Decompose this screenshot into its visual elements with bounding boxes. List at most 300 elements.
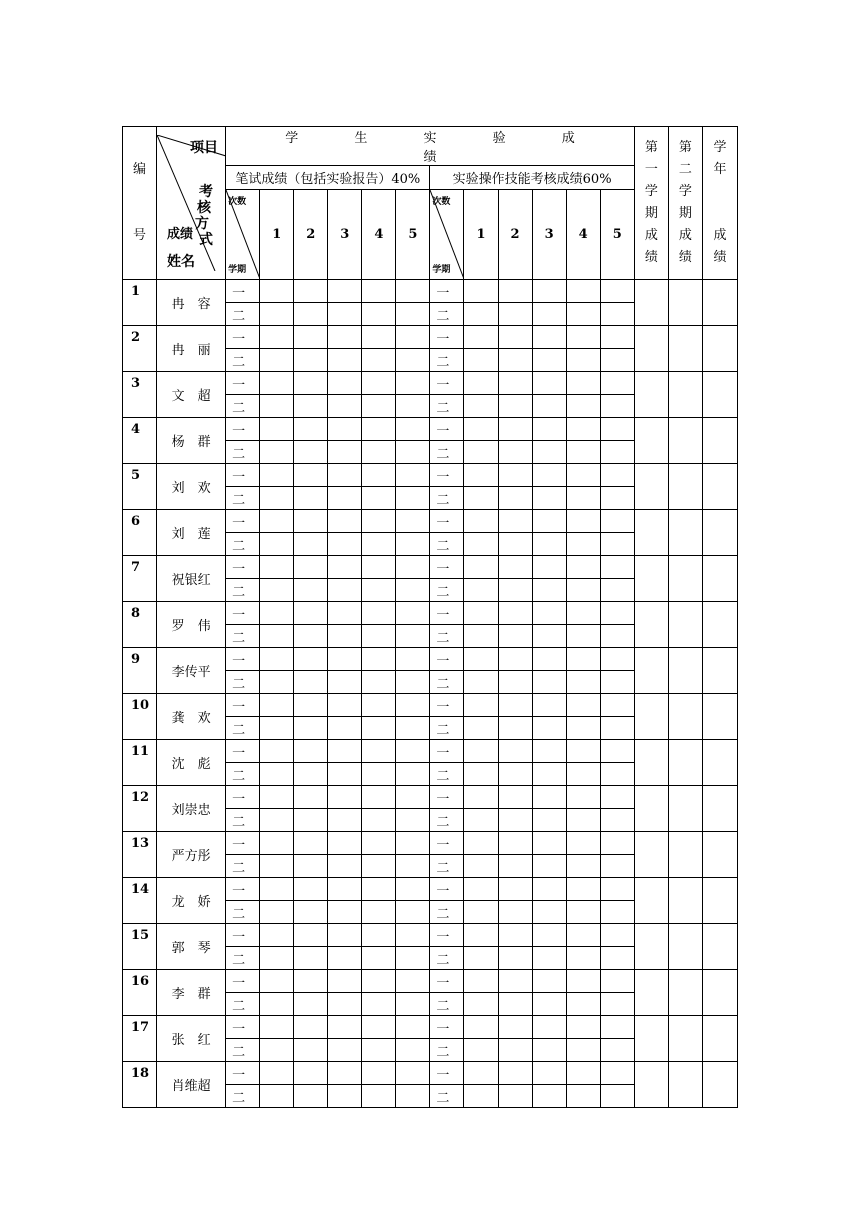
score-cell[interactable] (600, 1062, 634, 1085)
year-total-cell[interactable] (702, 418, 737, 464)
score-cell[interactable] (396, 878, 430, 901)
score-cell[interactable] (362, 671, 396, 694)
score-cell[interactable] (328, 533, 362, 556)
score-cell[interactable] (362, 763, 396, 786)
score-cell[interactable] (362, 326, 396, 349)
score-cell[interactable] (396, 487, 430, 510)
score-cell[interactable] (464, 740, 498, 763)
score-cell[interactable] (600, 510, 634, 533)
score-cell[interactable] (566, 303, 600, 326)
sem2-total-cell[interactable] (668, 832, 702, 878)
score-cell[interactable] (294, 441, 328, 464)
score-cell[interactable] (396, 855, 430, 878)
score-cell[interactable] (362, 510, 396, 533)
score-cell[interactable] (464, 326, 498, 349)
sem2-total-cell[interactable] (668, 648, 702, 694)
score-cell[interactable] (600, 947, 634, 970)
score-cell[interactable] (600, 694, 634, 717)
score-cell[interactable] (532, 625, 566, 648)
sem1-total-cell[interactable] (634, 1062, 668, 1108)
score-cell[interactable] (260, 487, 294, 510)
score-cell[interactable] (464, 464, 498, 487)
score-cell[interactable] (294, 1062, 328, 1085)
sem2-total-cell[interactable] (668, 1016, 702, 1062)
score-cell[interactable] (396, 832, 430, 855)
score-cell[interactable] (600, 1085, 634, 1108)
score-cell[interactable] (464, 993, 498, 1016)
score-cell[interactable] (600, 763, 634, 786)
score-cell[interactable] (498, 855, 532, 878)
score-cell[interactable] (532, 648, 566, 671)
score-cell[interactable] (396, 326, 430, 349)
score-cell[interactable] (260, 855, 294, 878)
score-cell[interactable] (362, 694, 396, 717)
score-cell[interactable] (498, 1062, 532, 1085)
year-total-cell[interactable] (702, 878, 737, 924)
sem2-total-cell[interactable] (668, 372, 702, 418)
score-cell[interactable] (600, 533, 634, 556)
score-cell[interactable] (362, 441, 396, 464)
score-cell[interactable] (566, 740, 600, 763)
score-cell[interactable] (294, 625, 328, 648)
year-total-cell[interactable] (702, 648, 737, 694)
score-cell[interactable] (328, 464, 362, 487)
score-cell[interactable] (464, 556, 498, 579)
score-cell[interactable] (464, 372, 498, 395)
score-cell[interactable] (566, 349, 600, 372)
score-cell[interactable] (362, 855, 396, 878)
score-cell[interactable] (396, 1016, 430, 1039)
score-cell[interactable] (362, 993, 396, 1016)
score-cell[interactable] (532, 809, 566, 832)
score-cell[interactable] (532, 579, 566, 602)
sem1-total-cell[interactable] (634, 1016, 668, 1062)
score-cell[interactable] (566, 556, 600, 579)
sem1-total-cell[interactable] (634, 326, 668, 372)
score-cell[interactable] (362, 464, 396, 487)
sem1-total-cell[interactable] (634, 924, 668, 970)
score-cell[interactable] (464, 625, 498, 648)
score-cell[interactable] (532, 878, 566, 901)
sem2-total-cell[interactable] (668, 924, 702, 970)
score-cell[interactable] (498, 832, 532, 855)
score-cell[interactable] (464, 579, 498, 602)
score-cell[interactable] (532, 947, 566, 970)
score-cell[interactable] (328, 1062, 362, 1085)
score-cell[interactable] (600, 1016, 634, 1039)
year-total-cell[interactable] (702, 510, 737, 556)
sem2-total-cell[interactable] (668, 280, 702, 326)
score-cell[interactable] (362, 280, 396, 303)
score-cell[interactable] (532, 740, 566, 763)
score-cell[interactable] (566, 602, 600, 625)
score-cell[interactable] (328, 510, 362, 533)
score-cell[interactable] (396, 970, 430, 993)
score-cell[interactable] (464, 1085, 498, 1108)
score-cell[interactable] (532, 372, 566, 395)
score-cell[interactable] (532, 1085, 566, 1108)
year-total-cell[interactable] (702, 280, 737, 326)
score-cell[interactable] (328, 1085, 362, 1108)
sem2-total-cell[interactable] (668, 1062, 702, 1108)
sem1-total-cell[interactable] (634, 648, 668, 694)
score-cell[interactable] (600, 924, 634, 947)
score-cell[interactable] (396, 809, 430, 832)
score-cell[interactable] (362, 579, 396, 602)
score-cell[interactable] (294, 970, 328, 993)
score-cell[interactable] (260, 280, 294, 303)
score-cell[interactable] (600, 487, 634, 510)
score-cell[interactable] (464, 878, 498, 901)
score-cell[interactable] (498, 924, 532, 947)
sem2-total-cell[interactable] (668, 326, 702, 372)
score-cell[interactable] (294, 1016, 328, 1039)
sem2-total-cell[interactable] (668, 464, 702, 510)
score-cell[interactable] (328, 280, 362, 303)
score-cell[interactable] (362, 740, 396, 763)
score-cell[interactable] (498, 602, 532, 625)
score-cell[interactable] (260, 1016, 294, 1039)
year-total-cell[interactable] (702, 694, 737, 740)
score-cell[interactable] (328, 947, 362, 970)
score-cell[interactable] (396, 947, 430, 970)
score-cell[interactable] (396, 717, 430, 740)
score-cell[interactable] (498, 487, 532, 510)
score-cell[interactable] (260, 901, 294, 924)
score-cell[interactable] (294, 924, 328, 947)
score-cell[interactable] (260, 1062, 294, 1085)
score-cell[interactable] (328, 1039, 362, 1062)
score-cell[interactable] (600, 602, 634, 625)
score-cell[interactable] (464, 717, 498, 740)
score-cell[interactable] (294, 786, 328, 809)
sem1-total-cell[interactable] (634, 280, 668, 326)
score-cell[interactable] (464, 303, 498, 326)
score-cell[interactable] (498, 763, 532, 786)
score-cell[interactable] (532, 924, 566, 947)
score-cell[interactable] (396, 740, 430, 763)
score-cell[interactable] (328, 763, 362, 786)
score-cell[interactable] (600, 625, 634, 648)
score-cell[interactable] (294, 579, 328, 602)
score-cell[interactable] (294, 671, 328, 694)
score-cell[interactable] (532, 763, 566, 786)
score-cell[interactable] (294, 533, 328, 556)
score-cell[interactable] (362, 487, 396, 510)
score-cell[interactable] (566, 372, 600, 395)
score-cell[interactable] (498, 1039, 532, 1062)
score-cell[interactable] (396, 625, 430, 648)
score-cell[interactable] (328, 556, 362, 579)
score-cell[interactable] (294, 464, 328, 487)
score-cell[interactable] (396, 372, 430, 395)
score-cell[interactable] (396, 579, 430, 602)
score-cell[interactable] (294, 326, 328, 349)
sem1-total-cell[interactable] (634, 372, 668, 418)
score-cell[interactable] (532, 1016, 566, 1039)
score-cell[interactable] (294, 694, 328, 717)
score-cell[interactable] (328, 418, 362, 441)
score-cell[interactable] (600, 579, 634, 602)
score-cell[interactable] (498, 280, 532, 303)
score-cell[interactable] (362, 349, 396, 372)
score-cell[interactable] (498, 303, 532, 326)
score-cell[interactable] (328, 303, 362, 326)
score-cell[interactable] (600, 786, 634, 809)
score-cell[interactable] (260, 947, 294, 970)
score-cell[interactable] (260, 441, 294, 464)
score-cell[interactable] (498, 786, 532, 809)
score-cell[interactable] (362, 602, 396, 625)
score-cell[interactable] (396, 303, 430, 326)
score-cell[interactable] (600, 648, 634, 671)
score-cell[interactable] (260, 786, 294, 809)
score-cell[interactable] (396, 786, 430, 809)
sem1-total-cell[interactable] (634, 556, 668, 602)
score-cell[interactable] (532, 832, 566, 855)
score-cell[interactable] (362, 303, 396, 326)
sem2-total-cell[interactable] (668, 694, 702, 740)
sem2-total-cell[interactable] (668, 510, 702, 556)
score-cell[interactable] (328, 441, 362, 464)
score-cell[interactable] (294, 947, 328, 970)
score-cell[interactable] (260, 349, 294, 372)
score-cell[interactable] (566, 924, 600, 947)
score-cell[interactable] (566, 993, 600, 1016)
score-cell[interactable] (260, 671, 294, 694)
score-cell[interactable] (294, 809, 328, 832)
score-cell[interactable] (464, 441, 498, 464)
score-cell[interactable] (498, 349, 532, 372)
score-cell[interactable] (566, 418, 600, 441)
score-cell[interactable] (532, 901, 566, 924)
score-cell[interactable] (464, 832, 498, 855)
score-cell[interactable] (532, 303, 566, 326)
score-cell[interactable] (464, 510, 498, 533)
score-cell[interactable] (498, 579, 532, 602)
score-cell[interactable] (566, 326, 600, 349)
score-cell[interactable] (498, 1085, 532, 1108)
score-cell[interactable] (498, 901, 532, 924)
score-cell[interactable] (498, 1016, 532, 1039)
score-cell[interactable] (532, 280, 566, 303)
score-cell[interactable] (566, 648, 600, 671)
score-cell[interactable] (600, 740, 634, 763)
score-cell[interactable] (566, 625, 600, 648)
score-cell[interactable] (600, 970, 634, 993)
score-cell[interactable] (566, 1016, 600, 1039)
score-cell[interactable] (362, 1085, 396, 1108)
score-cell[interactable] (260, 832, 294, 855)
score-cell[interactable] (294, 395, 328, 418)
score-cell[interactable] (532, 326, 566, 349)
score-cell[interactable] (328, 326, 362, 349)
score-cell[interactable] (498, 556, 532, 579)
score-cell[interactable] (464, 533, 498, 556)
score-cell[interactable] (362, 970, 396, 993)
score-cell[interactable] (464, 947, 498, 970)
score-cell[interactable] (566, 694, 600, 717)
score-cell[interactable] (464, 671, 498, 694)
score-cell[interactable] (260, 602, 294, 625)
score-cell[interactable] (566, 901, 600, 924)
sem1-total-cell[interactable] (634, 694, 668, 740)
score-cell[interactable] (328, 924, 362, 947)
score-cell[interactable] (566, 786, 600, 809)
score-cell[interactable] (294, 1039, 328, 1062)
score-cell[interactable] (294, 832, 328, 855)
score-cell[interactable] (464, 924, 498, 947)
score-cell[interactable] (328, 855, 362, 878)
score-cell[interactable] (464, 1016, 498, 1039)
year-total-cell[interactable] (702, 556, 737, 602)
score-cell[interactable] (600, 372, 634, 395)
score-cell[interactable] (396, 648, 430, 671)
score-cell[interactable] (328, 625, 362, 648)
score-cell[interactable] (464, 395, 498, 418)
score-cell[interactable] (464, 487, 498, 510)
score-cell[interactable] (566, 441, 600, 464)
score-cell[interactable] (328, 579, 362, 602)
score-cell[interactable] (498, 970, 532, 993)
score-cell[interactable] (294, 763, 328, 786)
score-cell[interactable] (498, 947, 532, 970)
score-cell[interactable] (362, 648, 396, 671)
score-cell[interactable] (396, 993, 430, 1016)
score-cell[interactable] (600, 855, 634, 878)
score-cell[interactable] (600, 832, 634, 855)
score-cell[interactable] (294, 878, 328, 901)
score-cell[interactable] (600, 671, 634, 694)
score-cell[interactable] (328, 717, 362, 740)
score-cell[interactable] (294, 717, 328, 740)
score-cell[interactable] (498, 625, 532, 648)
sem2-total-cell[interactable] (668, 786, 702, 832)
score-cell[interactable] (260, 740, 294, 763)
score-cell[interactable] (600, 556, 634, 579)
score-cell[interactable] (464, 855, 498, 878)
score-cell[interactable] (532, 441, 566, 464)
score-cell[interactable] (464, 280, 498, 303)
score-cell[interactable] (532, 1039, 566, 1062)
year-total-cell[interactable] (702, 1016, 737, 1062)
score-cell[interactable] (566, 1085, 600, 1108)
score-cell[interactable] (260, 418, 294, 441)
year-total-cell[interactable] (702, 832, 737, 878)
score-cell[interactable] (260, 625, 294, 648)
score-cell[interactable] (294, 602, 328, 625)
score-cell[interactable] (362, 418, 396, 441)
score-cell[interactable] (498, 694, 532, 717)
year-total-cell[interactable] (702, 970, 737, 1016)
score-cell[interactable] (566, 809, 600, 832)
score-cell[interactable] (498, 510, 532, 533)
year-total-cell[interactable] (702, 464, 737, 510)
score-cell[interactable] (260, 878, 294, 901)
score-cell[interactable] (294, 901, 328, 924)
score-cell[interactable] (362, 786, 396, 809)
sem1-total-cell[interactable] (634, 878, 668, 924)
score-cell[interactable] (566, 487, 600, 510)
score-cell[interactable] (294, 349, 328, 372)
score-cell[interactable] (396, 395, 430, 418)
score-cell[interactable] (600, 441, 634, 464)
score-cell[interactable] (294, 510, 328, 533)
score-cell[interactable] (600, 349, 634, 372)
score-cell[interactable] (566, 280, 600, 303)
year-total-cell[interactable] (702, 1062, 737, 1108)
score-cell[interactable] (532, 786, 566, 809)
score-cell[interactable] (294, 1085, 328, 1108)
score-cell[interactable] (532, 717, 566, 740)
score-cell[interactable] (498, 717, 532, 740)
sem1-total-cell[interactable] (634, 970, 668, 1016)
score-cell[interactable] (532, 602, 566, 625)
score-cell[interactable] (464, 786, 498, 809)
score-cell[interactable] (396, 349, 430, 372)
score-cell[interactable] (464, 901, 498, 924)
score-cell[interactable] (328, 878, 362, 901)
score-cell[interactable] (566, 1039, 600, 1062)
score-cell[interactable] (532, 487, 566, 510)
score-cell[interactable] (260, 970, 294, 993)
score-cell[interactable] (532, 694, 566, 717)
score-cell[interactable] (600, 901, 634, 924)
score-cell[interactable] (260, 924, 294, 947)
score-cell[interactable] (498, 671, 532, 694)
score-cell[interactable] (498, 372, 532, 395)
score-cell[interactable] (600, 326, 634, 349)
score-cell[interactable] (294, 303, 328, 326)
score-cell[interactable] (294, 418, 328, 441)
score-cell[interactable] (396, 464, 430, 487)
score-cell[interactable] (260, 533, 294, 556)
score-cell[interactable] (498, 993, 532, 1016)
sem1-total-cell[interactable] (634, 740, 668, 786)
score-cell[interactable] (498, 418, 532, 441)
score-cell[interactable] (464, 1039, 498, 1062)
score-cell[interactable] (532, 970, 566, 993)
score-cell[interactable] (396, 671, 430, 694)
score-cell[interactable] (260, 1039, 294, 1062)
score-cell[interactable] (328, 602, 362, 625)
score-cell[interactable] (464, 648, 498, 671)
score-cell[interactable] (396, 280, 430, 303)
sem1-total-cell[interactable] (634, 602, 668, 648)
score-cell[interactable] (362, 625, 396, 648)
score-cell[interactable] (396, 510, 430, 533)
sem1-total-cell[interactable] (634, 786, 668, 832)
score-cell[interactable] (464, 418, 498, 441)
score-cell[interactable] (294, 556, 328, 579)
score-cell[interactable] (396, 533, 430, 556)
score-cell[interactable] (260, 763, 294, 786)
score-cell[interactable] (260, 326, 294, 349)
score-cell[interactable] (532, 464, 566, 487)
score-cell[interactable] (498, 441, 532, 464)
score-cell[interactable] (600, 878, 634, 901)
score-cell[interactable] (328, 970, 362, 993)
score-cell[interactable] (396, 694, 430, 717)
year-total-cell[interactable] (702, 372, 737, 418)
score-cell[interactable] (532, 349, 566, 372)
sem2-total-cell[interactable] (668, 602, 702, 648)
score-cell[interactable] (294, 372, 328, 395)
sem1-total-cell[interactable] (634, 464, 668, 510)
score-cell[interactable] (260, 303, 294, 326)
year-total-cell[interactable] (702, 786, 737, 832)
score-cell[interactable] (464, 349, 498, 372)
